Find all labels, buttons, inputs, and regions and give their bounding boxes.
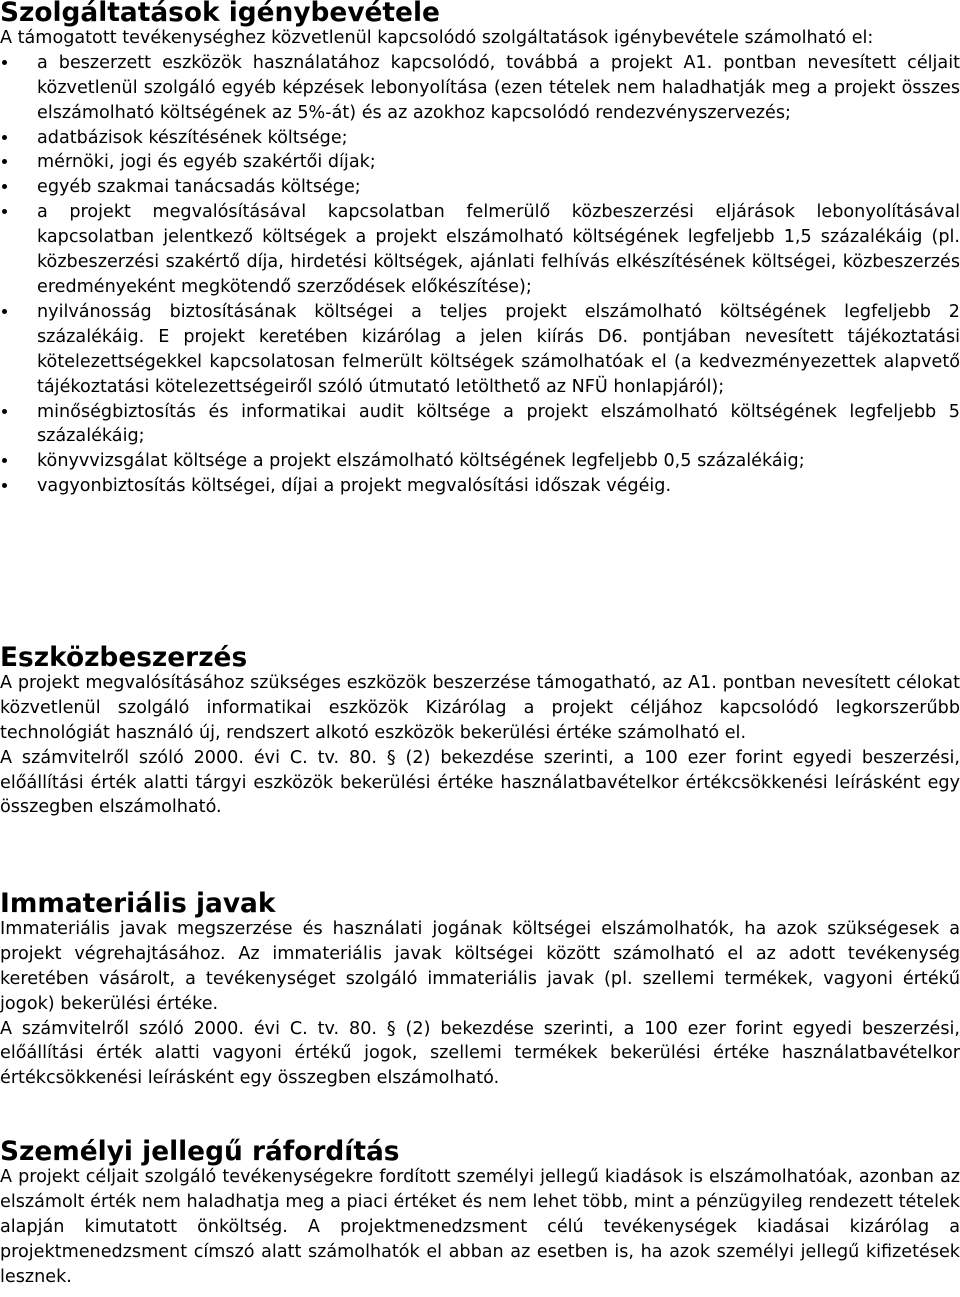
list-item-text: a projekt megvalósításával kapcsolatban felmerülő közbeszerzési eljárások lebonyolításával kapcsolatban jelentkező költségek a projekt elszámolható költségének legfeljebb 1,5 százalékáig (pl. közbeszerzési szakértő díja, hirdetési költségek, ajánlati felhívás elkészítésének költségei, közbeszerzés eredményeként megkötendő szerződések előkészítése); bbox=[37, 202, 960, 297]
list-item bbox=[0, 449, 960, 474]
list-item bbox=[0, 175, 960, 200]
bullet-icon bbox=[2, 184, 7, 189]
bullet-icon bbox=[2, 209, 7, 214]
list-item-text: adatbázisok készítésének költsége; bbox=[37, 127, 348, 148]
list-item bbox=[0, 126, 960, 151]
paragraph: A számvitelről szóló 2000. évi C. tv. 80. § (2) bekezdése szerinti, a 100 ezer forint egyedi beszerzési, előállítási érték alatti vagyoni értékű jogok, szellemi termékek bekerülési értéke használatbavételkor értékcsökkenési leírásként egy összegben elszámolható. bbox=[0, 1018, 960, 1089]
list-item bbox=[0, 474, 960, 499]
section-immaterialis-javak bbox=[0, 888, 960, 1091]
list-item-text: nyilvánosság biztosításának költségei a teljes projekt elszámolható költségének legfeljebb 2 százalékáig. E projekt keretében kizárólag a jelen kiírás D6. pontjában nevesített tájékoztatási kötelezettségekkel kapcsolatosan felmerült költségek számolhatóak el (a kedvezményezettek alapvető tájékoztatási kötelezettségeiről szóló útmutató letölthető az NFÜ honlapjáról); bbox=[37, 301, 960, 397]
list-item-text: egyéb szakmai tanácsadás költsége; bbox=[37, 177, 361, 198]
list-item-text: minőségbiztosítás és informatikai audit költsége a projekt elszámolható költségének legfeljebb 5 százalékáig; bbox=[37, 401, 960, 447]
list-item bbox=[0, 51, 960, 126]
paragraph: A projekt céljait szolgáló tevékenységekre fordított személyi jellegű kiadások is elszámolhatóak, azonban az elszámolt érték nem haladhatja meg a piaci értéket és nem lehet több, mint a pénzügyileg rendezett tételek alapján kimutatott önköltség. A projektmenedzsment célú tevékenységek kiadásai kizárólag a projektmenedzsment címszó alatt számolhatók el abban az esetben is, ha azok személyi jellegű kifizetések lesznek. bbox=[0, 1166, 960, 1287]
section-title: Személyi jellegű ráfordítás bbox=[0, 1136, 400, 1167]
section-title: Eszközbeszerzés bbox=[0, 642, 248, 673]
section-eszkozbeszerzes bbox=[0, 642, 960, 820]
list-item bbox=[0, 150, 960, 175]
bullet-icon bbox=[2, 309, 7, 314]
list-item-text: könyvvizsgálat költsége a projekt elszámolható költségének legfeljebb 0,5 százalékáig; bbox=[37, 451, 805, 472]
section-title: Immateriális javak bbox=[0, 888, 276, 919]
bullet-icon bbox=[2, 135, 7, 140]
services-list bbox=[0, 51, 960, 499]
bullet-icon bbox=[2, 458, 7, 463]
bullet-icon bbox=[2, 159, 7, 164]
list-item-text: vagyonbiztosítás költségei, díjai a projekt megvalósítási időszak végéig. bbox=[37, 476, 672, 497]
list-item bbox=[0, 200, 960, 300]
list-item bbox=[0, 300, 960, 400]
bullet-icon bbox=[2, 483, 7, 488]
list-item-text: mérnöki, jogi és egyéb szakértői díjak; bbox=[37, 152, 376, 173]
list-item-text: a beszerzett eszközök használatához kapcsolódó, továbbá a projekt A1. pontban nevesített céljait közvetlenül szolgáló egyéb képzések lebonyolítása (ezen tételek nem haladhatják meg a projekt összes elszámolható költségének az 5%-át) és az azokhoz kapcsolódó rendezvényszervezés; bbox=[37, 52, 960, 123]
list-item bbox=[0, 400, 960, 450]
paragraph: A számvitelről szóló 2000. évi C. tv. 80. § (2) bekezdése szerinti, a 100 ezer forint egyedi beszerzési, előállítási érték alatti tárgyi eszközök bekerülési értéke használatbavételkor értékcsökkenési leírásként egy összegben elszámolható. bbox=[0, 747, 960, 818]
section-szemelyi-jellegu-raforditas bbox=[0, 1136, 960, 1289]
section-intro: A támogatott tevékenységhez közvetlenül kapcsolódó szolgáltatások igénybevétele számolható el: bbox=[0, 27, 874, 48]
section-title: Szolgáltatások igénybevétele bbox=[0, 0, 440, 28]
bullet-icon bbox=[2, 409, 7, 414]
section-szolgaltatasok bbox=[0, 1, 960, 499]
bullet-icon bbox=[2, 60, 7, 65]
paragraph: A projekt megvalósításához szükséges eszközök beszerzése támogatható, az A1. pontban nevesített célokat közvetlenül szolgáló informatikai eszközök Kizárólag a projekt céljához kapcsolódó legkorszerűbb technológiát használó új, rendszert alkotó eszközök bekerülési értéke számolható el. bbox=[0, 672, 960, 743]
paragraph: Immateriális javak megszerzése és használati jogának költségei elszámolhatók, ha azok szükségesek a projekt végrehajtásához. Az immateriális javak költségei között számolható el az adott tevékenység keretében vásárolt, a tevékenységet szolgáló immateriális javak (pl. szellemi termékek, vagyoni értékű jogok) bekerülési értéke. bbox=[0, 918, 960, 1014]
